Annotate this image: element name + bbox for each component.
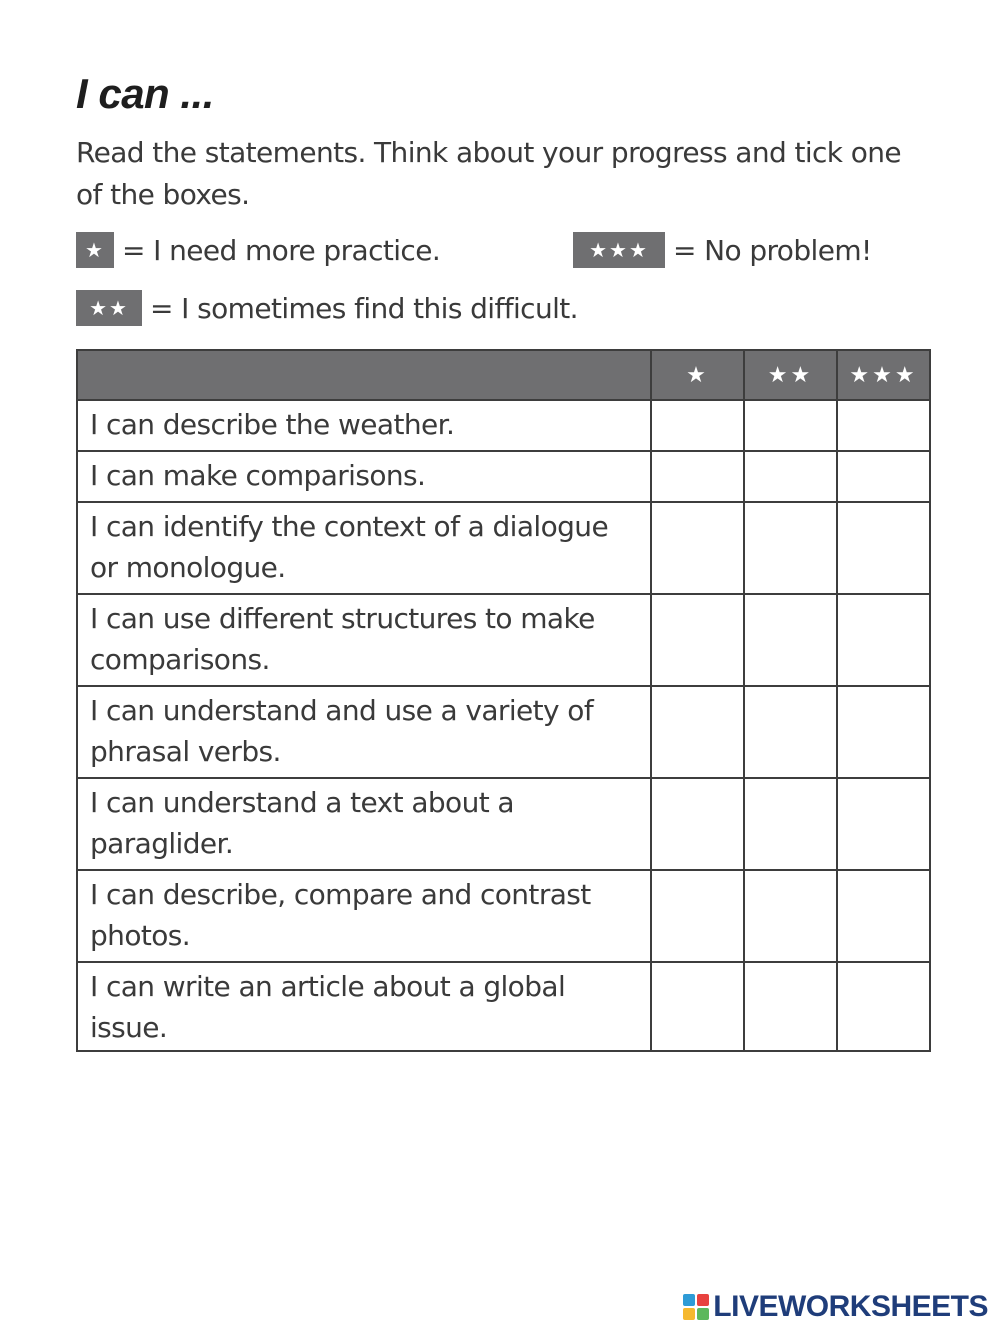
statement-cell: I can understand a text about a paraglider. bbox=[77, 778, 651, 870]
liveworksheets-logo-icon bbox=[683, 1294, 709, 1320]
tick-box-two-stars[interactable] bbox=[744, 686, 837, 778]
legend-two-stars bbox=[76, 290, 578, 326]
statement-cell: I can describe, compare and contrast photos. bbox=[77, 870, 651, 962]
statement-cell: I can use different structures to make comparisons. bbox=[77, 594, 651, 686]
statement-cell: I can understand and use a variety of phrasal verbs. bbox=[77, 686, 651, 778]
legend-one-star-text: = I need more practice. bbox=[122, 233, 441, 267]
one-star-column-header: ★ bbox=[651, 350, 744, 400]
tick-box-one-star[interactable] bbox=[651, 686, 744, 778]
tick-box-three-stars[interactable] bbox=[837, 686, 930, 778]
tick-box-one-star[interactable] bbox=[651, 400, 744, 451]
tick-box-two-stars[interactable] bbox=[744, 451, 837, 502]
statement-cell: I can describe the weather. bbox=[77, 400, 651, 451]
table-row bbox=[77, 686, 930, 778]
table-row bbox=[77, 594, 930, 686]
tick-box-one-star[interactable] bbox=[651, 451, 744, 502]
tick-box-three-stars[interactable] bbox=[837, 400, 930, 451]
table-row bbox=[77, 400, 930, 451]
table-row bbox=[77, 778, 930, 870]
instructions-text: Read the statements. Think about your progress and tick one of the boxes. bbox=[76, 136, 902, 211]
tick-box-two-stars[interactable] bbox=[744, 400, 837, 451]
table-row bbox=[77, 870, 930, 962]
tick-box-three-stars[interactable] bbox=[837, 502, 930, 594]
table-row bbox=[77, 962, 930, 1051]
tick-box-two-stars[interactable] bbox=[744, 778, 837, 870]
tick-box-one-star[interactable] bbox=[651, 594, 744, 686]
table-row bbox=[77, 502, 930, 594]
table-row bbox=[77, 451, 930, 502]
statement-cell: I can write an article about a global issue. bbox=[77, 962, 651, 1051]
two-stars-column-header: ★★ bbox=[744, 350, 837, 400]
tick-box-one-star[interactable] bbox=[651, 778, 744, 870]
one-star-icon: ★ bbox=[76, 232, 114, 268]
tick-box-three-stars[interactable] bbox=[837, 870, 930, 962]
three-stars-icon: ★★★ bbox=[573, 232, 665, 268]
tick-box-three-stars[interactable] bbox=[837, 962, 930, 1051]
two-stars-icon: ★★ bbox=[76, 290, 142, 326]
legend-three-stars bbox=[573, 232, 872, 268]
watermark-text: LIVEWORKSHEETS bbox=[713, 1290, 988, 1323]
tick-box-two-stars[interactable] bbox=[744, 594, 837, 686]
tick-box-two-stars[interactable] bbox=[744, 962, 837, 1051]
three-stars-column-header: ★★★ bbox=[837, 350, 930, 400]
statement-column-header bbox=[77, 350, 651, 400]
page-title: I can ... bbox=[76, 70, 214, 117]
tick-box-two-stars[interactable] bbox=[744, 870, 837, 962]
legend-three-stars-text: = No problem! bbox=[673, 233, 872, 267]
self-assessment-table bbox=[76, 349, 931, 1052]
tick-box-three-stars[interactable] bbox=[837, 451, 930, 502]
legend-two-stars-text: = I sometimes find this difficult. bbox=[150, 291, 578, 325]
table-header-row bbox=[77, 350, 930, 400]
tick-box-one-star[interactable] bbox=[651, 962, 744, 1051]
tick-box-one-star[interactable] bbox=[651, 870, 744, 962]
tick-box-three-stars[interactable] bbox=[837, 778, 930, 870]
legend-one-star bbox=[76, 232, 440, 268]
tick-box-two-stars[interactable] bbox=[744, 502, 837, 594]
statement-cell: I can make comparisons. bbox=[77, 451, 651, 502]
liveworksheets-watermark bbox=[683, 1290, 988, 1324]
tick-box-one-star[interactable] bbox=[651, 502, 744, 594]
statement-cell: I can identify the context of a dialogue or monologue. bbox=[77, 502, 651, 594]
tick-box-three-stars[interactable] bbox=[837, 594, 930, 686]
